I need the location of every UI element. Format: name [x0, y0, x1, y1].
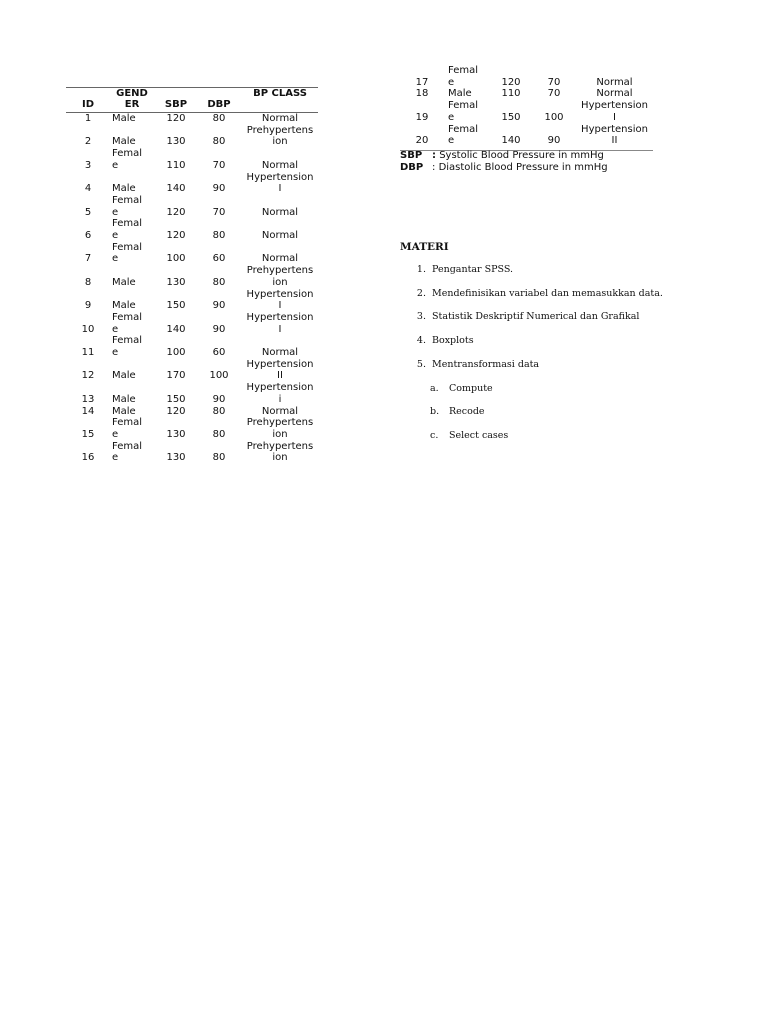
- cell-gender: Femal: [112, 335, 143, 347]
- cell-gender: e: [112, 253, 119, 265]
- cell-id: 6: [84, 230, 92, 241]
- cell-bp-class: Normal: [596, 76, 633, 88]
- cell-dbp: 80: [212, 230, 226, 241]
- cell-id: 17: [415, 76, 429, 88]
- cell-id: 3: [84, 159, 92, 171]
- materi-item-number: 3.: [416, 311, 426, 322]
- cell-bp-class: I: [278, 300, 282, 312]
- cell-bp-class: Normal: [261, 230, 299, 241]
- cell-gender: e: [448, 111, 455, 123]
- cell-sbp: 150: [166, 300, 186, 312]
- materi-subitem-text: Select cases: [449, 430, 509, 441]
- materi-item-number: 4.: [416, 335, 426, 346]
- cell-gender: Femal: [112, 312, 143, 323]
- cell-sbp: 120: [166, 113, 186, 124]
- legend-sbp-key: SBP: [400, 150, 423, 161]
- legend-dbp-text: Diastolic Blood Pressure in mmHg: [438, 162, 608, 173]
- cell-gender: Femal: [448, 100, 479, 112]
- cell-gender: Male: [112, 300, 136, 312]
- cell-bp-class: II: [611, 135, 618, 147]
- cell-bp-class: Normal: [261, 253, 299, 265]
- cell-bp-class: Hypertension: [246, 382, 314, 394]
- cell-id: 4: [84, 183, 92, 195]
- cell-id: 15: [81, 429, 95, 440]
- cell-gender: e: [112, 206, 119, 218]
- cell-dbp: 100: [209, 370, 229, 382]
- cell-bp-class: Normal: [261, 113, 299, 124]
- cell-dbp: 80: [212, 452, 226, 464]
- cell-gender: e: [448, 76, 455, 88]
- cell-dbp: 60: [212, 253, 226, 265]
- cell-sbp: 130: [166, 429, 186, 440]
- cell-sbp: 120: [166, 405, 186, 417]
- cell-dbp: 90: [212, 300, 226, 312]
- cell-gender: Femal: [448, 123, 479, 135]
- materi-subitem-letter: a.: [430, 383, 439, 394]
- cell-gender: Femal: [112, 148, 143, 160]
- legend-sbp-text: Systolic Blood Pressure in mmHg: [439, 150, 604, 161]
- cell-id: 19: [415, 111, 429, 123]
- materi-item-number: 5.: [416, 359, 426, 370]
- header-sbp: SBP: [164, 99, 188, 110]
- cell-bp-class: I: [278, 323, 282, 335]
- cell-gender: Male: [112, 183, 136, 195]
- cell-gender: e: [112, 347, 119, 358]
- cell-bp-class: ion: [272, 429, 288, 440]
- cell-sbp: 130: [166, 276, 186, 288]
- cell-id: 12: [81, 370, 95, 382]
- cell-sbp: 130: [166, 136, 186, 148]
- header-id: ID: [81, 99, 95, 110]
- cell-bp-class: Hypertension: [246, 312, 314, 323]
- cell-gender: e: [112, 230, 119, 241]
- cell-gender: Male: [112, 113, 136, 124]
- materi-item-number: 2.: [416, 288, 426, 299]
- materi-item-text: Boxplots: [432, 335, 474, 346]
- cell-gender: e: [112, 323, 119, 335]
- cell-id: 14: [81, 405, 95, 417]
- cell-id: 9: [84, 300, 92, 312]
- cell-sbp: 170: [166, 370, 186, 382]
- cell-bp-class: Hypertension: [246, 171, 314, 183]
- cell-id: 10: [81, 323, 95, 335]
- cell-gender: Femal: [112, 440, 143, 452]
- cell-id: 16: [81, 452, 95, 464]
- materi-item-text: Mentransformasi data: [432, 359, 540, 370]
- cell-bp-class: II: [277, 370, 283, 382]
- header-bp-class: BP CLASS: [253, 88, 307, 99]
- cell-id: 7: [84, 253, 92, 265]
- cell-gender: e: [112, 429, 119, 440]
- cell-sbp: 120: [166, 206, 186, 218]
- cell-dbp: 80: [212, 276, 226, 288]
- cell-bp-class: Hypertension: [581, 123, 648, 135]
- cell-bp-class: Prehypertens: [246, 417, 314, 429]
- materi-item-text: Pengantar SPSS.: [432, 264, 514, 275]
- cell-id: 20: [415, 135, 429, 147]
- header-dbp: DBP: [207, 99, 231, 110]
- cell-gender: Male: [448, 88, 472, 100]
- cell-dbp: 70: [547, 88, 561, 100]
- cell-gender: Male: [112, 136, 136, 148]
- cell-sbp: 150: [501, 111, 521, 123]
- cell-bp-class: Hypertension: [581, 100, 648, 112]
- materi-item-text: Mendefinisikan variabel dan memasukkan data.: [432, 288, 663, 299]
- cell-bp-class: Normal: [261, 347, 299, 358]
- legend-dbp-sep: :: [432, 162, 436, 173]
- cell-dbp: 70: [212, 159, 226, 171]
- cell-dbp: 90: [547, 135, 561, 147]
- cell-sbp: 110: [501, 88, 521, 100]
- cell-dbp: 100: [544, 111, 564, 123]
- cell-dbp: 80: [212, 136, 226, 148]
- cell-bp-class: Prehypertens: [246, 440, 314, 452]
- cell-dbp: 70: [547, 76, 561, 88]
- cell-bp-class: ion: [272, 136, 288, 148]
- cell-bp-class: Normal: [596, 88, 633, 100]
- cell-bp-class: Hypertension: [246, 358, 314, 370]
- cell-dbp: 60: [212, 347, 226, 358]
- cell-sbp: 150: [166, 393, 186, 405]
- cell-dbp: 90: [212, 393, 226, 405]
- cell-gender: Femal: [112, 195, 143, 206]
- materi-item-number: 1.: [416, 264, 426, 275]
- cell-sbp: 130: [166, 452, 186, 464]
- cell-id: 18: [415, 88, 429, 100]
- materi-subitem-text: Recode: [449, 406, 485, 417]
- cell-sbp: 140: [166, 183, 186, 195]
- cell-gender: e: [448, 135, 455, 147]
- cell-id: 13: [81, 393, 95, 405]
- cell-gender: Male: [112, 393, 136, 405]
- cell-gender: e: [112, 452, 119, 464]
- cell-bp-class: I: [613, 111, 616, 123]
- legend-sbp: [400, 150, 604, 162]
- cell-sbp: 140: [166, 323, 186, 335]
- cell-gender: Male: [112, 405, 136, 417]
- cell-sbp: 100: [166, 253, 186, 265]
- materi-subitem-letter: b.: [430, 406, 440, 417]
- cell-bp-class: Normal: [261, 159, 299, 171]
- cell-bp-class: ion: [272, 276, 288, 288]
- legend-sbp-sep: :: [432, 150, 436, 161]
- cell-bp-class: i: [278, 393, 282, 405]
- cell-sbp: 110: [166, 159, 186, 171]
- cell-dbp: 90: [212, 183, 226, 195]
- cell-sbp: 100: [166, 347, 186, 358]
- materi-item-text: Statistik Deskriptif Numerical dan Grafikal: [432, 311, 640, 322]
- cell-bp-class: Hypertension: [246, 288, 314, 300]
- cell-id: 11: [81, 347, 95, 358]
- cell-id: 2: [84, 136, 92, 148]
- cell-id: 1: [84, 113, 92, 124]
- cell-dbp: 90: [212, 323, 226, 335]
- materi-subitem-text: Compute: [449, 383, 493, 394]
- cell-gender: Male: [112, 276, 136, 288]
- cell-gender: Femal: [112, 417, 143, 429]
- cell-id: 5: [84, 206, 92, 218]
- cell-bp-class: Prehypertens: [246, 124, 314, 136]
- cell-bp-class: Normal: [261, 405, 299, 417]
- cell-sbp: 140: [501, 135, 521, 147]
- header-gender-line1: GEND: [116, 88, 148, 99]
- cell-gender: e: [112, 159, 119, 171]
- cell-dbp: 80: [212, 429, 226, 440]
- legend-dbp-key: DBP: [400, 162, 424, 173]
- header-gender-line2: ER: [124, 99, 140, 110]
- cell-gender: Femal: [112, 218, 143, 230]
- cell-bp-class: Prehypertens: [246, 265, 314, 277]
- materi-subitem-letter: c.: [430, 430, 439, 441]
- cell-bp-class: ion: [272, 452, 288, 464]
- cell-id: 8: [84, 276, 92, 288]
- cell-dbp: 80: [212, 113, 226, 124]
- cell-dbp: 70: [212, 206, 226, 218]
- cell-dbp: 80: [212, 405, 226, 417]
- cell-gender: Femal: [448, 65, 479, 76]
- cell-sbp: 120: [166, 230, 186, 241]
- cell-bp-class: I: [278, 183, 282, 195]
- materi-heading: MATERI: [400, 241, 449, 253]
- legend-dbp: [400, 162, 608, 174]
- cell-sbp: 120: [501, 76, 521, 88]
- cell-gender: Male: [112, 370, 136, 382]
- cell-gender: Femal: [112, 241, 143, 253]
- cell-bp-class: Normal: [261, 206, 299, 218]
